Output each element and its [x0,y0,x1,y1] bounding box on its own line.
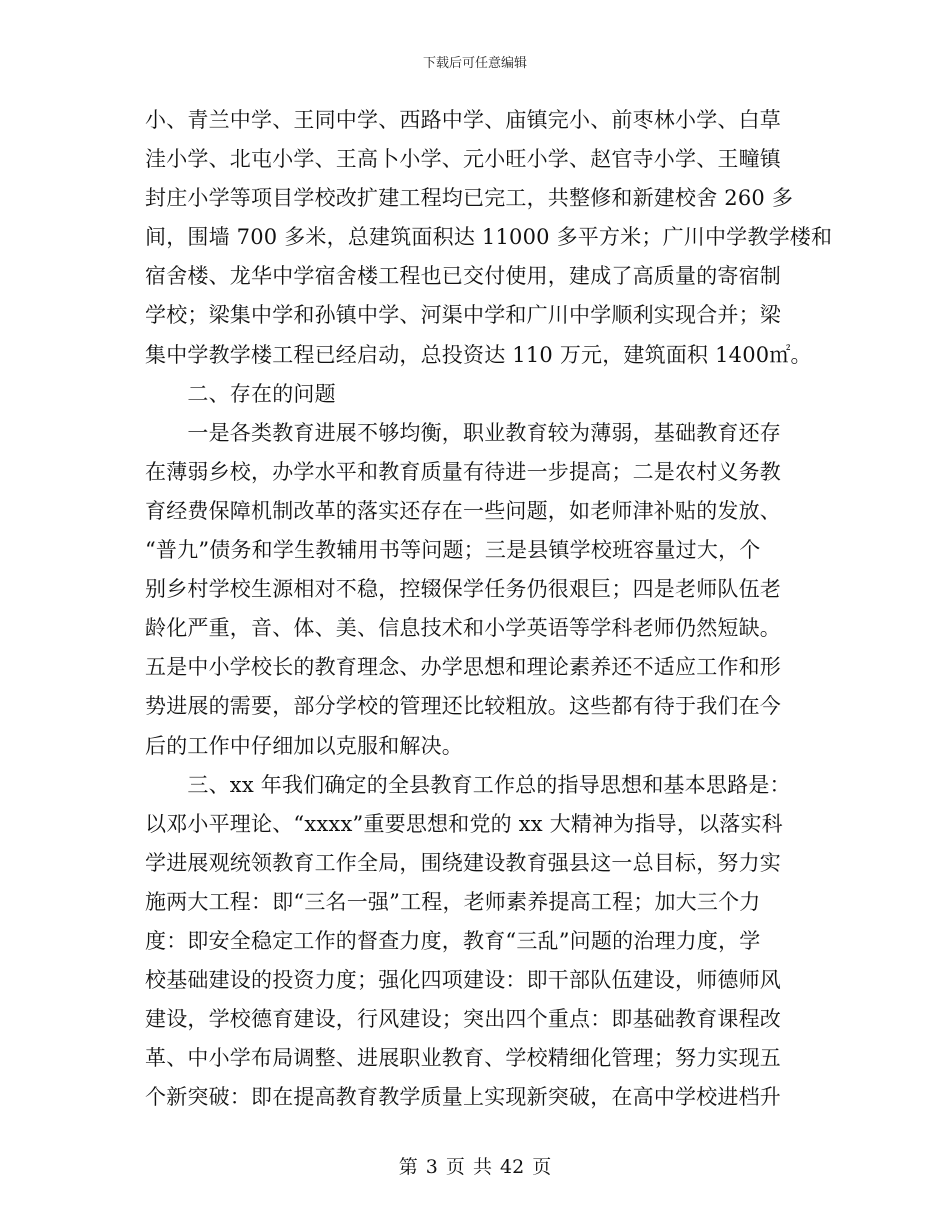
text-line: 宿舍楼、龙华中学宿舍楼工程也已交付使用，建成了高质量的寄宿制 [145,264,781,289]
text-line: “普九”债务和学生教辅用书等问题；三是县镇学校班容量过大，个 [145,538,761,563]
text-line: 建设，学校德育建设，行风建设；突出四个重点：即基础教育课程改 [145,1007,781,1032]
section-heading: 二、存在的问题 [145,381,336,406]
text-line: 以邓小平理论、“xxxx”重要思想和党的 xx 大精神为指导，以落实科 [145,811,783,836]
page-header-note: 下载后可任意编辑 [422,56,527,71]
text-line: 革、中小学布局调整、进展职业教育、学校精细化管理；努力实现五 [145,1046,781,1071]
text-line: 集中学教学楼工程已经启动，总投资达 110 万元，建筑面积 1400㎡。 [145,342,812,367]
text-line: 在薄弱乡校，办学水平和教育质量有待进一步提高；二是农村义务教 [145,459,781,484]
text-line: 五是中小学校长的教育理念、办学思想和理论素养还不适应工作和形 [145,655,781,680]
text-line: 洼小学、北屯小学、王高卜小学、元小旺小学、赵官寺小学、王疃镇 [145,147,781,172]
text-line: 施两大工程：即“三名一强”工程，老师素养提高工程；加大三个力 [145,889,761,914]
text-line: 三、xx 年我们确定的全县教育工作总的指导思想和基本思路是： [145,772,791,797]
text-line: 个新突破：即在提高教育教学质量上实现新突破，在高中学校进档升 [145,1085,781,1110]
text-line: 间，围墙 700 多米，总建筑面积达 11000 多平方米；广川中学教学楼和 [145,225,833,250]
text-line: 一是各类教育进展不够均衡，职业教育较为薄弱，基础教育还存 [145,420,781,445]
text-line: 后的工作中仔细加以克服和解决。 [145,733,463,758]
text-line: 封庄小学等项目学校改扩建工程均已完工，共整修和新建校舍 260 多 [145,186,794,211]
text-line: 势进展的需要，部分学校的管理还比较粗放。这些都有待于我们在今 [145,694,781,719]
text-line: 度：即安全稳定工作的督查力度，教育“三乱”问题的治理力度，学 [145,928,761,953]
text-line: 别乡村学校生源相对不稳，控辍保学任务仍很艰巨；四是老师队伍老 [145,577,781,602]
text-line: 学进展观统领教育工作全局，围绕建设教育强县这一总目标，努力实 [145,850,781,875]
text-line: 小、青兰中学、王同中学、西路中学、庙镇完小、前枣林小学、白草 [145,108,781,132]
text-line: 龄化严重，音、体、美、信息技术和小学英语等学科老师仍然短缺。 [145,616,781,641]
text-line: 校基础建设的投资力度；强化四项建设：即干部队伍建设，师德师风 [145,968,781,993]
page-number: 第 3 页 共 42 页 [398,1156,552,1178]
text-line: 育经费保障机制改革的落实还存在一些问题，如老师津补贴的发放、 [145,498,781,523]
document-body [145,101,833,1117]
text-line: 学校；梁集中学和孙镇中学、河渠中学和广川中学顺利实现合并；梁 [145,303,781,328]
